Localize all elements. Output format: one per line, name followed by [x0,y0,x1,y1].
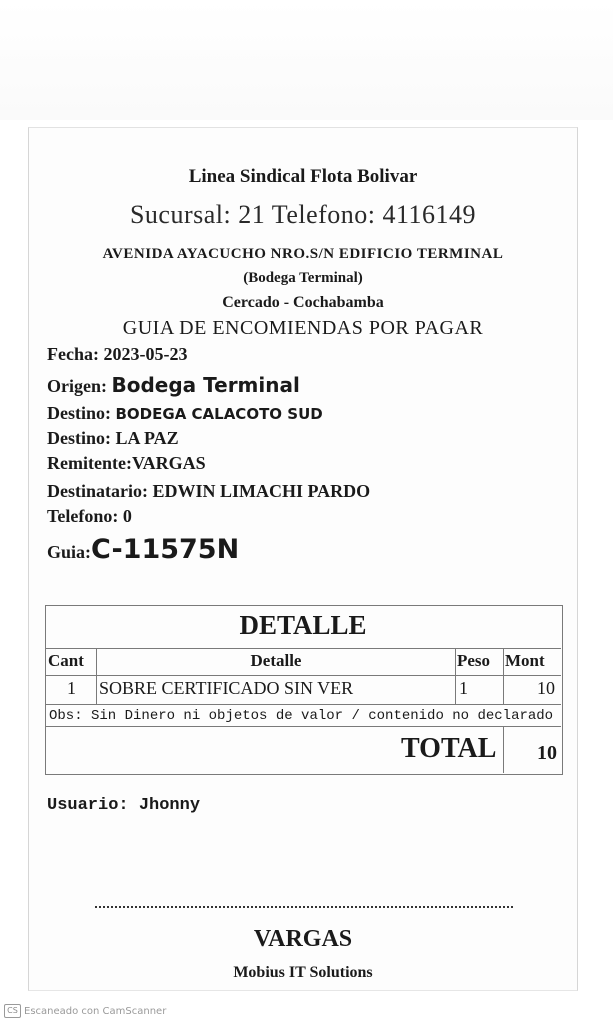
background-top [0,0,613,120]
row-monto: 10 [537,678,555,698]
branch-phone: Sucursal: 21 Telefono: 4116149 [129,200,477,229]
sub-location: (Bodega Terminal) [243,270,363,286]
field-destino-bodega [47,403,323,424]
field-destino-ciudad [47,428,179,449]
destino-bodega-value: BODEGA CALACOTO SUD [115,405,323,423]
telefono-value: 0 [122,506,132,526]
table-divider [503,726,504,773]
col-header-cant: Cant [48,651,84,670]
telefono-label: Telefono: [47,506,119,526]
destino-label: Destino: [47,428,111,448]
col-header-peso: Peso [457,651,491,670]
row-detalle: SOBRE CERTIFICADO SIN VER [99,678,354,698]
field-origen [47,373,300,397]
camscanner-logo-icon: CS [4,1004,21,1018]
table-divider [45,675,561,676]
guia-value: C-11575N [91,534,240,565]
scanner-watermark [4,1004,166,1018]
signature-line [95,906,513,908]
table-divider [503,648,504,704]
field-guia [47,534,239,565]
row-cant: 1 [67,678,76,698]
document-title: GUIA DE ENCOMIENDAS POR PAGAR [122,317,484,339]
address: AVENIDA AYACUCHO NRO.S/N EDIFICIO TERMINAL [102,246,504,262]
footer-vendor: Mobius IT Solutions [233,964,373,981]
remitente-label: Remitente: [47,453,132,473]
observation: Obs: Sin Dinero ni objetos de valor / contenido no declarado [49,708,554,724]
field-fecha [47,344,187,365]
city: Cercado - Cochabamba [222,294,384,311]
table-divider [45,726,561,727]
table-divider [455,648,456,704]
destinatario-value: EDWIN LIMACHI PARDO [152,481,371,501]
col-header-detalle: Detalle [250,651,302,670]
total-label: TOTAL [401,733,497,764]
fecha-label: Fecha: [47,344,99,364]
guia-label: Guia: [47,542,92,562]
field-telefono [47,506,132,527]
scanner-watermark-text: Escaneado con CamScanner [24,1005,167,1017]
total-value: 10 [537,742,557,764]
signature-name: VARGAS [253,926,353,952]
field-remitente [47,453,206,474]
company-name: Linea Sindical Flota Bolivar [188,166,418,187]
destino-ciudad-value: LA PAZ [115,428,179,448]
table-divider [45,704,561,705]
fecha-value: 2023-05-23 [103,344,188,364]
remitente-value: VARGAS [131,453,206,473]
origen-value: Bodega Terminal [111,373,300,397]
field-destinatario [47,481,370,502]
destino-label: Destino: [47,403,111,423]
detail-title: DETALLE [239,610,367,640]
origen-label: Origen: [47,376,107,396]
table-divider [45,648,561,649]
destinatario-label: Destinatario: [47,481,148,501]
row-peso: 1 [459,678,468,698]
receipt [28,127,578,991]
user-label: Usuario: Jhonny [47,796,201,815]
col-header-monto: Mont [505,651,545,670]
